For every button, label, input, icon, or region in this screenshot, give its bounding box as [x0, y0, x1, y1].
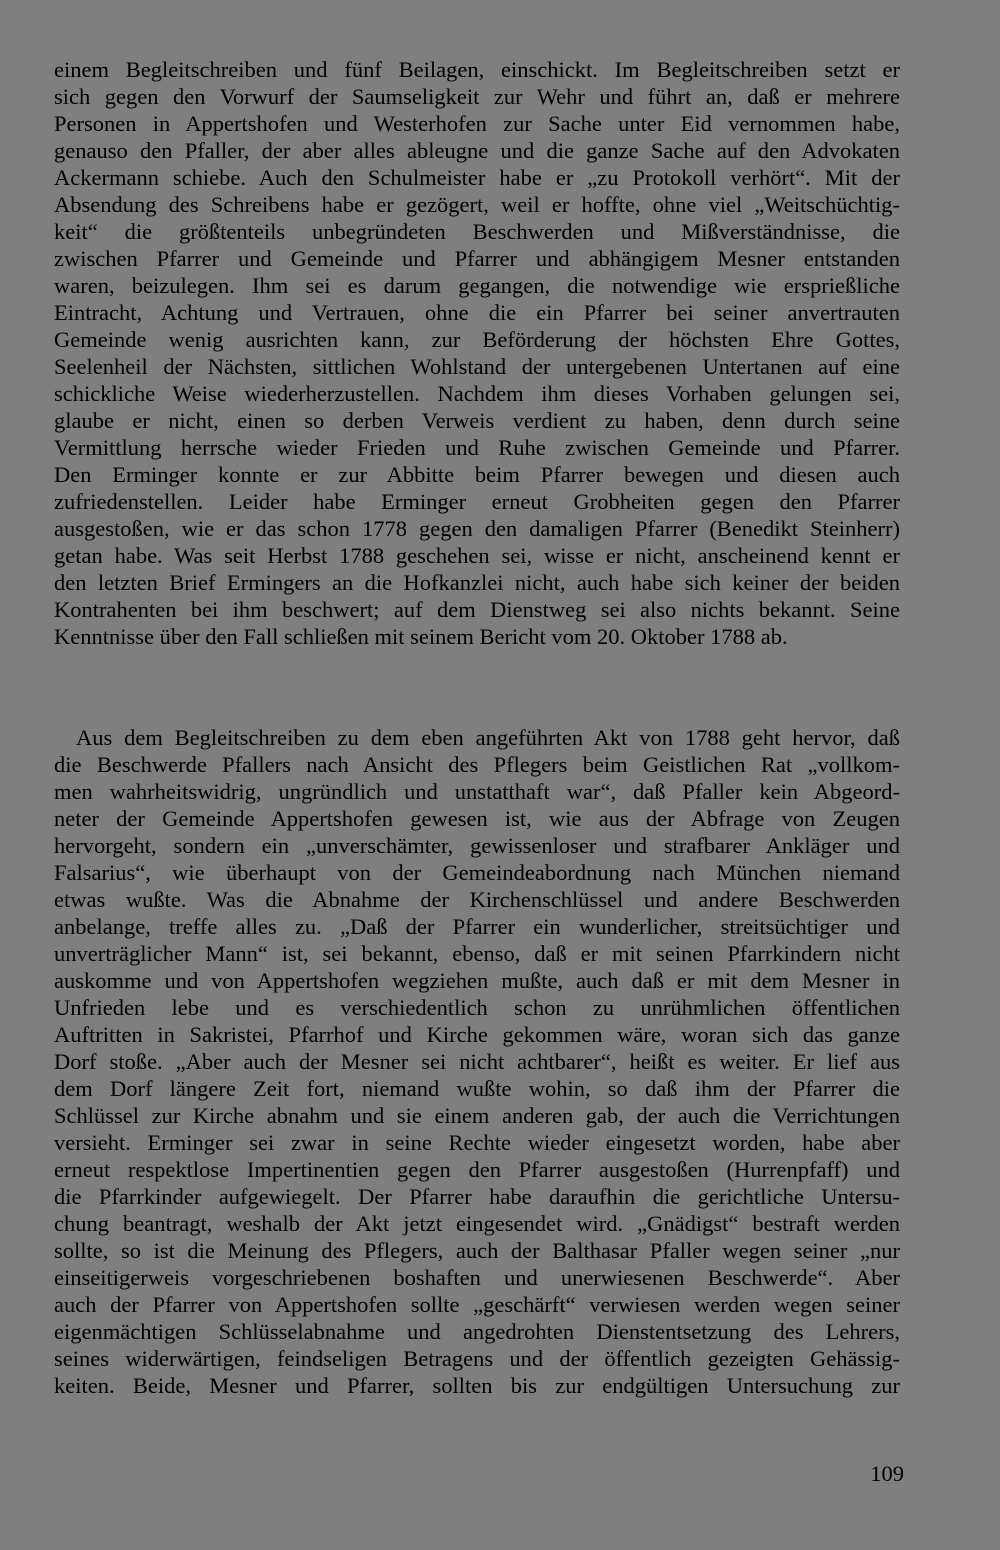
text-line: einseitigerweis vorgeschriebenen boshaften und unerwiesenen Beschwerde“. Aber [54, 1265, 900, 1290]
text-line: men wahrheitswidrig, ungründlich und unstatthaft war“, daß Pfaller kein Abgeord- [54, 779, 900, 804]
text-line: auch der Pfarrer von Appertshofen sollte „geschärft“ verwiesen werden wegen seiner [54, 1292, 900, 1317]
text-line: die Beschwerde Pfallers nach Ansicht des Pflegers beim Geistlichen Rat „vollkom- [54, 752, 900, 777]
text-line: Seelenheil der Nächsten, sittlichen Wohlstand der untergebenen Untertanen auf eine [54, 354, 900, 379]
text-line: Schlüssel zur Kirche abnahm und sie einem anderen gab, der auch die Verrichtungen [54, 1103, 900, 1128]
text-line: genauso den Pfaller, der aber alles ableugne und die ganze Sache auf den Advokaten [54, 138, 900, 163]
text-line: Ackermann schiebe. Auch den Schulmeister habe er „zu Protokoll verhört“. Mit der [54, 165, 900, 190]
text-line: ausgestoßen, wie er das schon 1778 gegen den damaligen Pfarrer (Benedikt Steinherr) [54, 516, 900, 541]
text-line: einem Begleitschreiben und fünf Beilagen, einschickt. Im Begleitschreiben setzt er [54, 57, 900, 82]
text-line: dem Dorf längere Zeit fort, niemand wußte wohin, so daß ihm der Pfarrer die [54, 1076, 900, 1101]
text-line: Personen in Appertshofen und Westerhofen zur Sache unter Eid vernommen habe, [54, 111, 900, 136]
text-line: erneut respektlose Impertinentien gegen den Pfarrer ausgestoßen (Hurrenpfaff) und [54, 1157, 900, 1182]
text-line: unverträglicher Mann“ ist, sei bekannt, ebenso, daß er mit seinen Pfarrkindern nicht [54, 941, 900, 966]
text-line: Absendung des Schreibens habe er gezögert, weil er hoffte, ohne viel „Weitschüchtig- [54, 192, 900, 217]
text-line: Kontrahenten bei ihm beschwert; auf dem Dienstweg sei also nichts bekannt. Seine [54, 597, 900, 622]
text-line: etwas wußte. Was die Abnahme der Kirchenschlüssel und andere Beschwerden [54, 887, 900, 912]
text-line: keit“ die größtenteils unbegründeten Beschwerden und Mißverständnisse, die [54, 219, 900, 244]
text-line: seines widerwärtigen, feindseligen Betragens und der öffentlich gezeigten Gehässig- [54, 1346, 900, 1371]
text-line: Falsarius“, wie überhaupt von der Gemeindeabordnung nach München niemand [54, 860, 900, 885]
text-line: Den Erminger konnte er zur Abbitte beim Pfarrer bewegen und diesen auch [54, 462, 900, 487]
text-line: Aus dem Begleitschreiben zu dem eben angeführten Akt von 1788 geht hervor, daß [76, 725, 900, 750]
text-line: versieht. Erminger sei zwar in seine Rechte wieder eingesetzt worden, habe aber [54, 1130, 900, 1155]
text-line: schickliche Weise wiederherzustellen. Nachdem ihm dieses Vorhaben gelungen sei, [54, 381, 900, 406]
text-line: chung beantragt, weshalb der Akt jetzt eingesendet wird. „Gnädigst“ bestraft werden [54, 1211, 900, 1236]
paragraph-1 [54, 56, 900, 650]
text-line: eigenmächtigen Schlüsselabnahme und angedrohten Dienstentsetzung des Lehrers, [54, 1319, 900, 1344]
text-line: glaube er nicht, einen so derben Verweis verdient zu haben, denn durch seine [54, 408, 900, 433]
text-line: waren, beizulegen. Ihm sei es darum gegangen, die notwendige wie ersprießliche [54, 273, 900, 298]
text-line: getan habe. Was seit Herbst 1788 geschehen sei, wisse er nicht, anscheinend kennt er [54, 543, 900, 568]
text-line: den letzten Brief Ermingers an die Hofkanzlei nicht, auch habe sich keiner der beiden [54, 570, 900, 595]
text-line: Kenntnisse über den Fall schließen mit seinem Bericht vom 20. Oktober 1788 ab. [54, 624, 788, 649]
text-line: keiten. Beide, Mesner und Pfarrer, sollten bis zur endgültigen Untersuchung zur [54, 1373, 900, 1398]
text-line: sollte, so ist die Meinung des Pflegers, auch der Balthasar Pfaller wegen seiner „nur [54, 1238, 900, 1263]
text-line: zwischen Pfarrer und Gemeinde und Pfarrer und abhängigem Mesner entstanden [54, 246, 900, 271]
text-line: zufriedenstellen. Leider habe Erminger erneut Grobheiten gegen den Pfarrer [54, 489, 900, 514]
text-line: Auftritten in Sakristei, Pfarrhof und Kirche gekommen wäre, woran sich das ganze [54, 1022, 900, 1047]
text-line: Eintracht, Achtung und Vertrauen, ohne die ein Pfarrer bei seiner anvertrauten [54, 300, 900, 325]
text-line: anbelange, treffe alles zu. „Daß der Pfarrer ein wunderlicher, streitsüchtiger und [54, 914, 900, 939]
text-line: Unfrieden lebe und es verschiedentlich schon zu unrühmlichen öffentlichen [54, 995, 900, 1020]
paragraph-2 [54, 724, 900, 1399]
text-line: hervorgeht, sondern ein „unverschämter, gewissenloser und strafbarer Ankläger und [54, 833, 900, 858]
text-line: neter der Gemeinde Appertshofen gewesen ist, wie aus der Abfrage von Zeugen [54, 806, 900, 831]
text-line: Dorf stoße. „Aber auch der Mesner sei nicht achtbarer“, heißt es weiter. Er lief aus [54, 1049, 900, 1074]
text-line: Gemeinde wenig ausrichten kann, zur Beförderung der höchsten Ehre Gottes, [54, 327, 900, 352]
text-line: auskomme und von Appertshofen wegziehen mußte, auch daß er mit dem Mesner in [54, 968, 900, 993]
text-line: die Pfarrkinder aufgewiegelt. Der Pfarrer habe daraufhin die gerichtliche Untersu- [54, 1184, 900, 1209]
text-line: sich gegen den Vorwurf der Saumseligkeit zur Wehr und führt an, daß er mehrere [54, 84, 900, 109]
text-line: Vermittlung herrsche wieder Frieden und Ruhe zwischen Gemeinde und Pfarrer. [54, 435, 900, 460]
page-number: 109 [870, 1461, 904, 1486]
